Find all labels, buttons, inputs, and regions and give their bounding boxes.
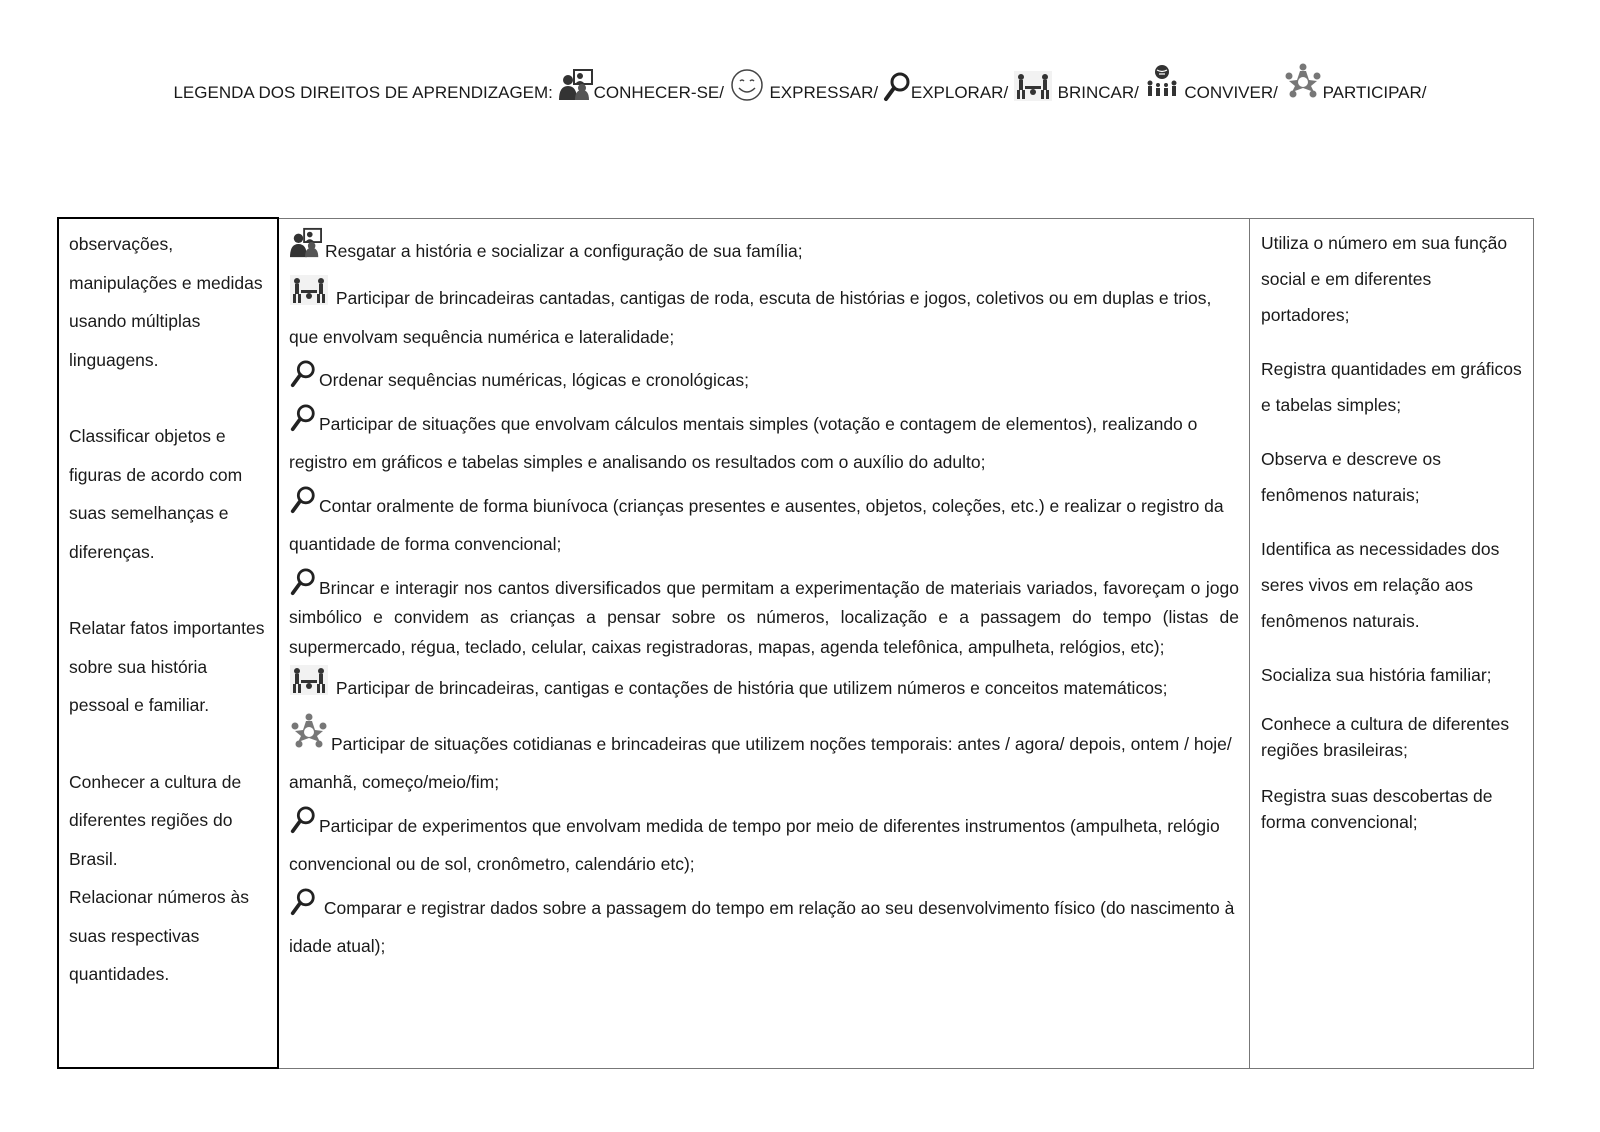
magnifier-icon (883, 72, 911, 102)
evaluation-item: Identifica as necessidades dos seres vivos em relação aos fenômenos naturais. (1261, 538, 1500, 631)
legend-item-conhecer: CONHECER-SE/ (558, 68, 724, 103)
playing-children-icon (289, 664, 329, 696)
objectives-column (58, 218, 278, 1068)
legend (0, 62, 1600, 103)
evaluation-item: Socializa sua história familiar; (1261, 664, 1492, 685)
activity-item: Brincar e interagir nos cantos diversificados que permitam a experimentação de materiais variados, favoreçam o jogo simbólico e convidem as crianças a pensar sobre os números, localização e a passagem do tempo (listas de supermercado, régua, teclado, celular, caixas registradoras, mapas, agenda telefônica, ampulheta, relógios, etc); (289, 568, 1239, 663)
activity-item: Ordenar sequências numéricas, lógicas e cronológicas; (289, 360, 1239, 400)
playing-children-icon (1013, 70, 1053, 102)
objective-item: Conhecer a cultura de diferentes regiões do Brasil. (69, 771, 242, 869)
activity-item: Participar de brincadeiras cantadas, cantigas de roda, escuta de histórias e jogos, coletivos ou em duplas e trios, que envolvam sequência numérica e lateralidade; (289, 274, 1239, 356)
star-people-icon (289, 712, 329, 752)
objective-item: Classificar objetos e figuras de acordo com suas semelhanças e diferenças. (69, 426, 243, 562)
magnifier-icon (289, 486, 317, 514)
activities-column (278, 218, 1250, 1068)
magnifier-icon (289, 568, 317, 596)
activity-item: Contar oralmente de forma biunívoca (crianças presentes e ausentes, objetos, coleções, etc.) e realizar o registro da quantidade de forma convencional; (289, 486, 1239, 564)
legend-item-expressar: EXPRESSAR/ (729, 68, 878, 103)
curriculum-table (57, 217, 1534, 1069)
star-people-icon (1283, 62, 1323, 102)
evaluation-item: Observa e descreve os fenômenos naturais; (1261, 448, 1441, 505)
magnifier-icon (289, 806, 317, 834)
magnifier-icon (289, 360, 317, 388)
objective-item: Relatar fatos importantes sobre sua história pessoal e familiar. (69, 618, 265, 715)
activity-item: Participar de brincadeiras, cantigas e contações de história que utilizem números e conceitos matemáticos; (289, 664, 1239, 708)
legend-prefix: LEGENDA DOS DIREITOS DE APRENDIZAGEM: (173, 83, 553, 102)
evaluation-item: Registra suas descobertas de forma convencional; (1261, 785, 1493, 832)
evaluation-item: Utiliza o número em sua função social e em diferentes portadores; (1261, 232, 1508, 325)
legend-item-explorar: EXPLORAR/ (883, 72, 1008, 103)
activity-item: Participar de situações que envolvam cálculos mentais simples (votação e contagem de elementos), realizando o registro em gráficos e tabelas simples e analisando os resultados com o auxílio do adulto; (289, 404, 1239, 482)
people-board-icon (289, 227, 323, 259)
evaluation-item: Registra quantidades em gráficos e tabelas simples; (1261, 358, 1522, 415)
evaluation-column (1250, 218, 1534, 1068)
legend-item-participar: PARTICIPAR/ (1283, 62, 1427, 103)
activity-item: Comparar e registrar dados sobre a passagem do tempo em relação ao seu desenvolvimento físico (do nascimento à idade atual); (289, 888, 1239, 966)
objective-item: observações, manipulações e medidas usando múltiplas linguagens. (69, 234, 263, 370)
activity-item: Resgatar a história e socializar a configuração de sua família; (289, 227, 1239, 271)
activity-item: Participar de situações cotidianas e brincadeiras que utilizem noções temporais: antes / agora/ depois, ontem / hoje/ amanhã, começo/meio/fim; (289, 712, 1239, 802)
magnifier-icon (289, 404, 317, 432)
magnifier-icon (289, 888, 317, 916)
legend-item-conviver: CONVIVER/ (1144, 64, 1278, 103)
objective-item: Relacionar números às suas respectivas quantidades. (69, 887, 249, 984)
evaluation-item: Conhece a cultura de diferentes regiões brasileiras; (1261, 713, 1510, 760)
people-board-icon (558, 68, 594, 102)
legend-item-brincar: BRINCAR/ (1013, 70, 1139, 103)
family-globe-icon (1144, 64, 1180, 102)
smiley-icon (729, 68, 765, 102)
activity-item: Participar de experimentos que envolvam medida de tempo por meio de diferentes instrumentos (ampulheta, relógio convencional ou de sol, cronômetro, calendário etc); (289, 806, 1239, 884)
playing-children-icon (289, 274, 329, 306)
